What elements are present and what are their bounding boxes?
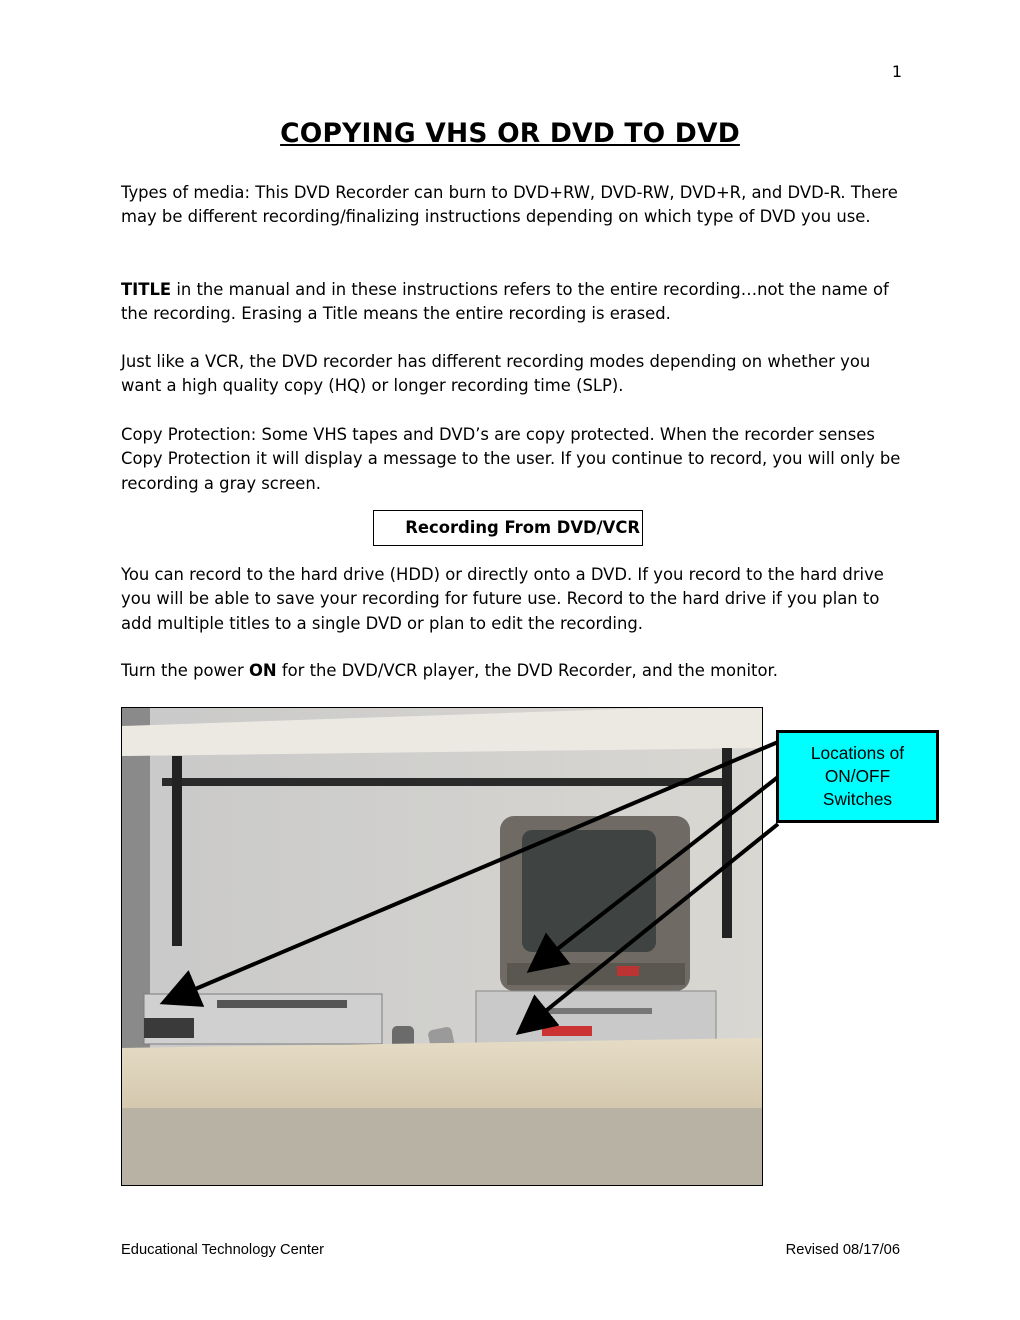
copy-protection-paragraph: Copy Protection: Some VHS tapes and DVD’s are copy protected. When the recorder senses Copy Protection it will display a message to the user. If you continue to record, you will only be recording a gray screen. <box>121 425 901 493</box>
callout-line-3: Switches <box>822 789 893 809</box>
footer-organization: Educational Technology Center <box>121 1242 325 1258</box>
arrow-to-dvd-vcr <box>167 742 778 1001</box>
recording-modes-paragraph: Just like a VCR, the DVD recorder has different recording modes depending on whether you want a high quality copy (HQ) or longer recording time (SLP). <box>121 352 871 396</box>
callout-line-1: Locations of <box>810 743 905 763</box>
page-number: 1 <box>891 62 902 81</box>
arrow-to-tv <box>533 777 778 968</box>
power-text-before: Turn the power <box>121 661 249 680</box>
footer-revision-date: Revised 08/17/06 <box>785 1242 900 1258</box>
title-term: TITLE <box>121 280 172 299</box>
media-types-paragraph: Types of media: This DVD Recorder can burn to DVD+RW, DVD-RW, DVD+R, and DVD-R. There may be different recording/finalizing instructions depending on which type of DVD you use. <box>121 183 898 227</box>
callout-line-2: ON/OFF <box>824 766 891 786</box>
title-definition-text: in the manual and in these instructions refers to the entire recording…not the name of the recording. Erasing a Title means the entire recording is erased. <box>121 280 889 324</box>
callout-box <box>776 730 939 823</box>
section-heading: Recording From DVD/VCR <box>373 510 643 546</box>
page-title: COPYING VHS OR DVD TO DVD <box>280 118 740 149</box>
power-text-after: for the DVD/VCR player, the DVD Recorder, and the monitor. <box>276 661 778 680</box>
power-on-term: ON <box>248 661 277 680</box>
hdd-info-paragraph: You can record to the hard drive (HDD) or directly onto a DVD. If you record to the hard drive you will be able to save your recording for future use. Record to the hard drive if you plan to add multiple titles to a single DVD or plan to edit the recording. <box>121 565 884 633</box>
arrow-to-dvd-recorder <box>522 824 778 1030</box>
